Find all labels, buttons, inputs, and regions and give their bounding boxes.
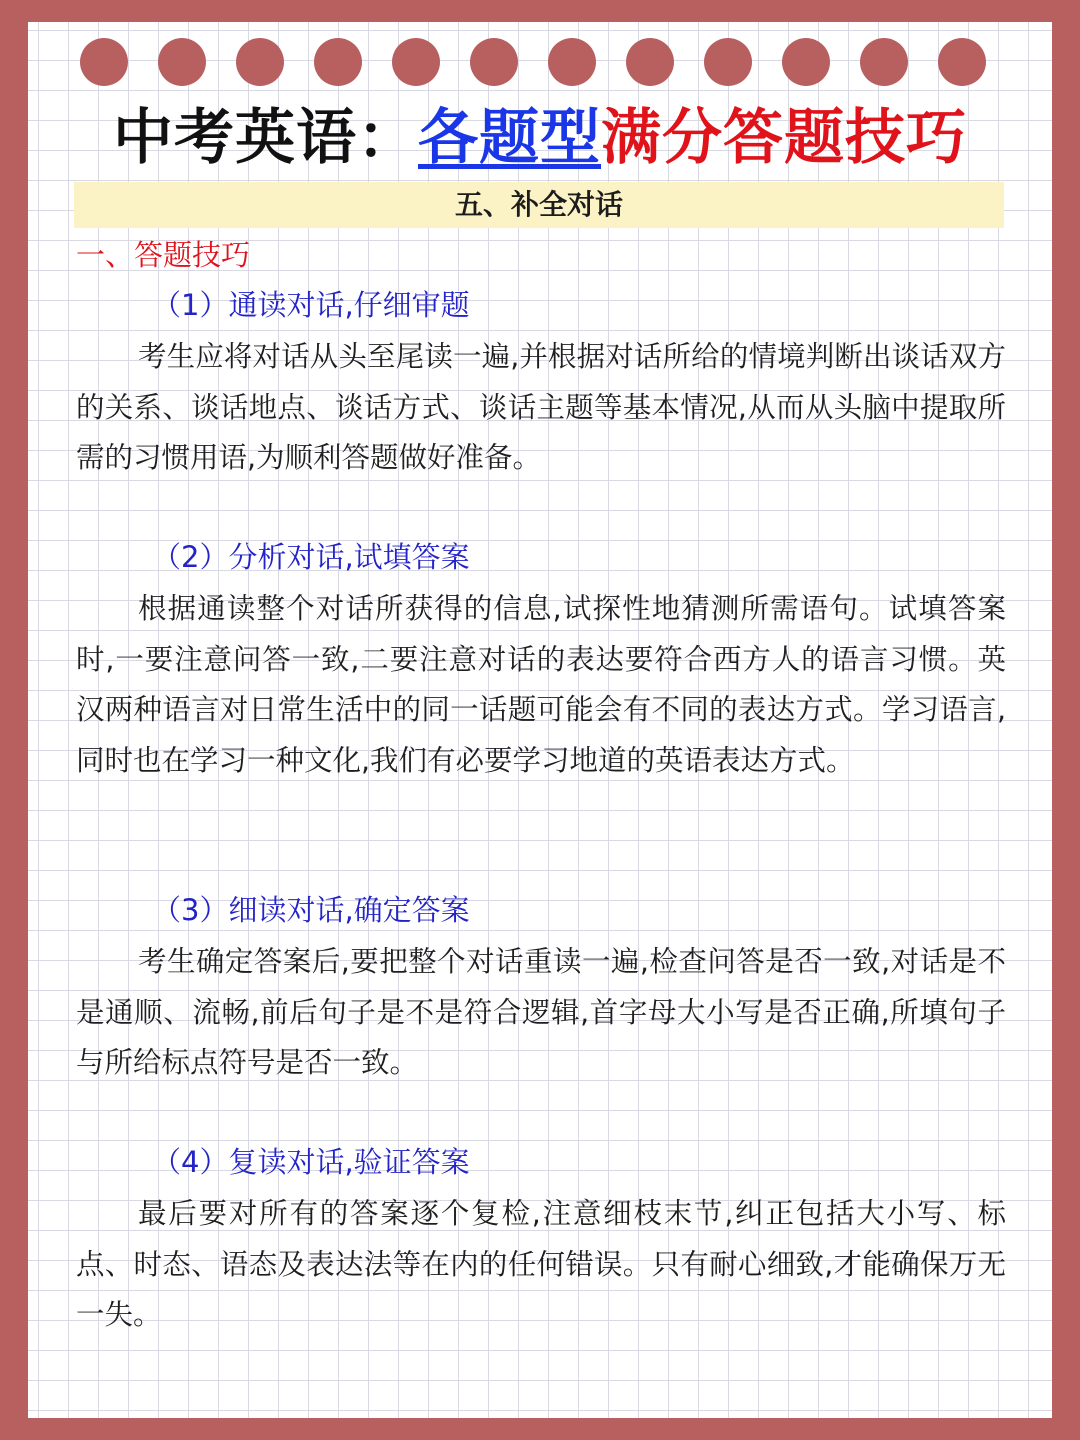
tip-heading-4: （4）复读对话,验证答案 [152,1145,470,1179]
binder-hole [470,38,518,86]
page-title [0,96,1080,180]
tip-heading-1: （1）通读对话,仔细审题 [152,288,470,322]
binder-hole [80,38,128,86]
tip-heading-3: （3）细读对话,确定答案 [152,893,470,927]
binder-hole [236,38,284,86]
binder-hole [704,38,752,86]
title-part-black: 中考英语： [113,103,418,173]
section-banner: 五、补全对话 [74,182,1004,228]
tip-text-4: 最后要对所有的答案逐个复检,注意细枝末节,纠正包括大小写、标点、时态、语态及表达法等在内的任何错误。只有耐心细致,才能确保万无一失。 [76,1197,1006,1331]
tip-text-1: 考生应将对话从头至尾读一遍,并根据对话所给的情境判断出谈话双方的关系、谈话地点、谈话方式、谈话主题等基本情况,从而从头脑中提取所需的习惯用语,为顺利答题做好准备。 [76,340,1006,474]
title-part-red: 满分答题技巧 [601,103,967,173]
tip-heading-2: （2）分析对话,试填答案 [152,540,470,574]
tip-text-2: 根据通读整个对话所获得的信息,试探性地猜测所需语句。试填答案时,一要注意问答一致,二要注意对话的表达要符合西方人的语言习惯。英汉两种语言对日常生活中的同一话题可能会有不同的表达方式。学习语言,同时也在学习一种文化,我们有必要学习地道的英语表达方式。 [76,592,1006,777]
binder-hole [938,38,986,86]
section-heading: 一、答题技巧 [76,238,251,272]
tip-text-3: 考生确定答案后,要把整个对话重读一遍,检查问答是否一致,对话是不是通顺、流畅,前后句子是不是符合逻辑,首字母大小写是否正确,所填句子与所给标点符号是否一致。 [76,945,1006,1079]
binder-hole [158,38,206,86]
binder-hole [314,38,362,86]
binder-hole [626,38,674,86]
binder-hole [548,38,596,86]
binder-hole [782,38,830,86]
binder-hole [392,38,440,86]
binder-holes [0,38,1080,98]
title-part-blue: 各题型 [418,103,601,173]
binder-hole [860,38,908,86]
